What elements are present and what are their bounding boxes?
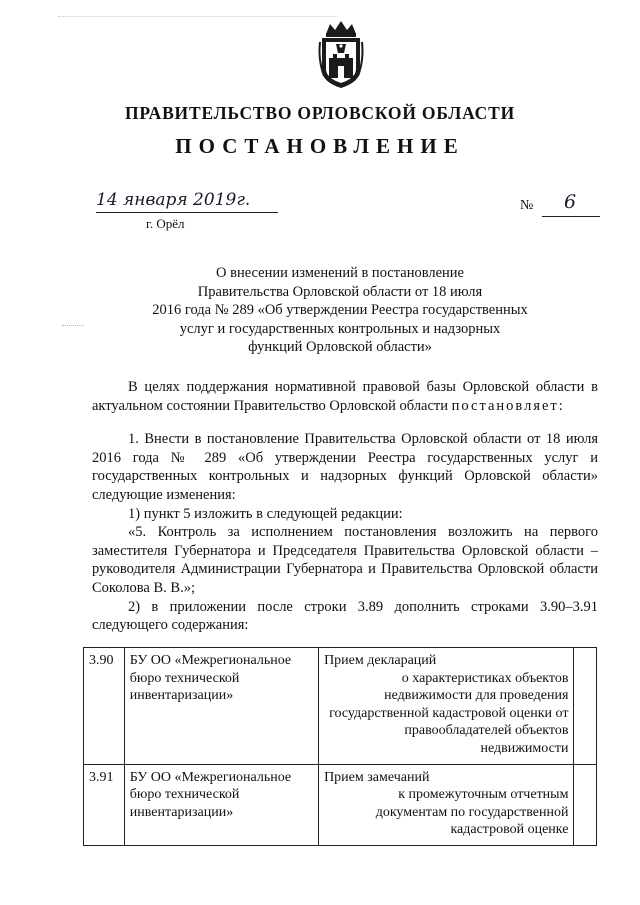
service-details: о характеристиках объектов недвижимости для проведения государственной кадастровой оценки от правообладателей объектов недвижимости — [329, 670, 569, 756]
registry-rows-table — [83, 647, 597, 846]
subject-line: услуг и государственных контрольных и надзорных — [179, 320, 501, 337]
subject-line: О внесении изменений в постановление — [216, 265, 464, 281]
date-field — [96, 190, 286, 216]
coat-of-arms-icon — [316, 20, 366, 90]
table-row — [84, 764, 597, 845]
row-organization: БУ ОО «Межрегиональное бюро технической инвентаризации» — [124, 764, 318, 845]
document-subject — [130, 264, 550, 357]
preamble-paragraph — [92, 378, 598, 415]
subitem-2-paragraph: 2) в приложении после строки 3.89 дополнить строками 3.90–3.91 следующего содержания: — [92, 598, 598, 634]
handwritten-date: 14 января 2019г. — [96, 190, 251, 210]
city-label: г. Орёл — [146, 216, 185, 231]
number-label: № — [520, 198, 534, 213]
row-organization: БУ ОО «Межрегиональное бюро технической инвентаризации» — [124, 648, 318, 765]
handwritten-number: 6 — [564, 191, 577, 213]
quoted-point-5: «5. Контроль за исполнением постановления возложить на первого заместителя Губернатора и Председателя Правительства Орловской области – руководителя Администрации Губернатора и Правительства Орловской области Соколова В. В.»; — [92, 524, 598, 596]
subject-line: функций Орловской области» — [248, 339, 432, 356]
service-title: Прием замечаний — [324, 769, 430, 785]
number-field — [520, 191, 600, 221]
document-type: ПОСТАНОВЛЕНИЕ — [175, 134, 465, 158]
preamble-verb: постановляет: — [451, 397, 565, 414]
margin-mark — [62, 325, 84, 326]
subject-line: Правительства Орловской области от 18 июля — [197, 283, 483, 300]
document-body — [92, 378, 598, 635]
row-empty-cell — [574, 648, 597, 765]
number-underline — [542, 216, 600, 217]
service-title: Прием деклараций — [324, 653, 437, 668]
preamble-text: В целях поддержания нормативной правовой базы Орловской области в актуальном состоянии Правительство Орловской области — [92, 379, 598, 414]
subitem-1-paragraph: 1) пункт 5 изложить в следующей редакции: — [128, 505, 403, 522]
item-1-paragraph: 1. Внести в постановление Правительства Орловской области от 18 июля 2016 года № 289 «Об утверждении Реестра государственных услуг и государственных контрольных и надзорных функций Орловской области» следующие изменения: — [92, 431, 598, 503]
table-row — [84, 648, 597, 765]
scan-artifact-dots — [58, 16, 338, 17]
row-number: 3.90 — [84, 648, 125, 765]
row-number: 3.91 — [84, 764, 125, 845]
service-details: к промежуточным отчетным документам по государственной кадастровой оценке — [375, 787, 569, 838]
row-service — [319, 764, 574, 845]
government-title: ПРАВИТЕЛЬСТВО ОРЛОВСКОЙ ОБЛАСТИ — [124, 103, 515, 123]
subject-line: 2016 года № 289 «Об утверждении Реестра государственных — [152, 302, 528, 319]
date-underline — [96, 212, 278, 213]
row-service — [319, 648, 574, 765]
row-empty-cell — [574, 764, 597, 845]
